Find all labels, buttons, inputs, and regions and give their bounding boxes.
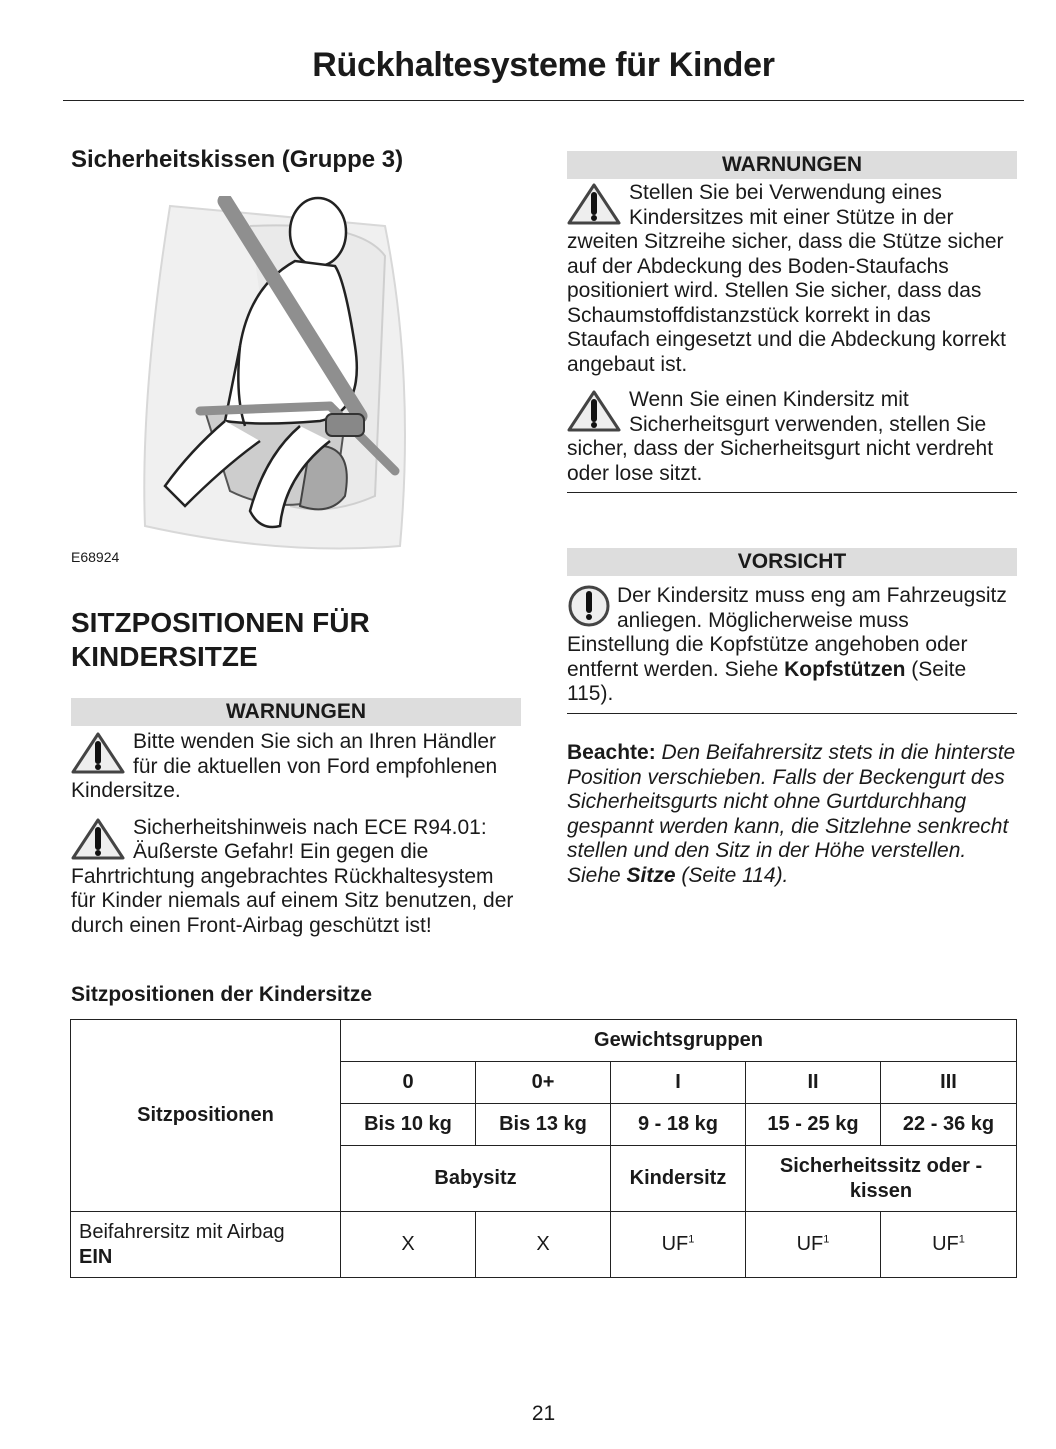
booster-seat-illustration: [130, 196, 410, 556]
position-cell: [71, 1212, 341, 1278]
warning-triangle-icon: [71, 732, 125, 774]
row-header-cell: Sitzpositionen: [71, 1020, 341, 1212]
left-warning-2-text: Sicherheitshinweis nach ECE R94.01: Äußerste Gefahr! Ein gegen die Fahrtrichtung angebrachtes Rückhaltesystem für Kinder niemals auf einem Sitz benutzen, der durch einen Front-Airbag geschützt ist!: [71, 815, 514, 937]
page-number: 21: [531, 1402, 556, 1425]
note-body: Den Beifahrersitz stets in die hinterste Position verschieben. Falls der Beckengurt des Sicherheitsgurts nicht ohne Gurtdurchhang gespannt werden kann, die Sitzlehne senkrecht stellen und den Sitz in der Höhe verstellen. Siehe: [567, 741, 1016, 887]
section-heading-line1: SITZPOSITIONEN FÜR: [71, 607, 370, 638]
group-cell: 0+: [476, 1062, 611, 1104]
left-warning-1: [71, 730, 521, 804]
title-divider: [63, 100, 1024, 101]
left-warning-2: [71, 816, 521, 939]
warning-triangle-icon: [567, 390, 621, 432]
value-cell: $UF^1$: [611, 1212, 746, 1278]
right-warning-2: [567, 388, 1017, 486]
value-cell: $UF^1$: [746, 1212, 881, 1278]
section-heading-line2: KINDERSITZE: [71, 641, 258, 672]
value-cell: $UF^1$: [881, 1212, 1017, 1278]
right-warning-1-text: Stellen Sie bei Verwendung eines Kindersitzes mit einer Stütze in der zweiten Sitzreihe sicher, dass die Stütze sicher auf der Abdeckung des Boden-Staufachs positioniert wird. Stellen Sie sicher, dass das Schaumstoffdistanzstück korrekt in das Staufach eingesetzt und die Abdeckung korrekt angebaut ist.: [567, 181, 1006, 376]
note-page-ref: (Seite 114).: [675, 863, 789, 887]
table-caption: Sitzpositionen der Kindersitze: [71, 983, 373, 1006]
page-title: Rückhaltesysteme für Kinder: [312, 46, 775, 84]
weight-cell: 15 - 25 kg: [746, 1104, 881, 1146]
type-cell-babysitz: Babysitz: [341, 1146, 611, 1212]
right-warning-1: [567, 181, 1017, 377]
group-cell: III: [881, 1062, 1017, 1104]
note-paragraph: [567, 741, 1017, 888]
left-warnings-header: WARNUNGEN: [71, 698, 521, 726]
warnings-divider: [567, 492, 1017, 493]
section-heading: [71, 606, 521, 674]
caution-header: VORSICHT: [567, 548, 1017, 576]
group-cell: I: [611, 1062, 746, 1104]
caution-body: Der Kindersitz muss eng am Fahrzeugsitz anliegen. Möglicherweise muss Einstellung die Kopfstütze angehoben oder entfernt werden. Siehe: [567, 584, 1007, 681]
note-label: Beachte:: [567, 741, 656, 764]
weight-cell: 22 - 36 kg: [881, 1104, 1017, 1146]
caution-text: [567, 584, 1017, 707]
caution-page-ref: (Seite 115).: [567, 657, 967, 705]
figure-code: E68924: [71, 549, 120, 565]
group-cell: II: [746, 1062, 881, 1104]
weight-cell: Bis 13 kg: [476, 1104, 611, 1146]
type-cell-kindersitz: Kindersitz: [611, 1146, 746, 1212]
type-cell-sicherheitssitz: Sicherheitssitz oder -kissen: [746, 1146, 1017, 1212]
value-cell: X: [341, 1212, 476, 1278]
right-warning-2-text: Wenn Sie einen Kindersitz mit Sicherheitsgurt verwenden, stellen Sie sicher, dass der Sicherheitsgurt nicht verdreht oder lose sitzt.: [567, 388, 994, 485]
weight-cell: 9 - 18 kg: [611, 1104, 746, 1146]
warning-triangle-icon: [71, 818, 125, 860]
group-header-cell: Gewichtsgruppen: [341, 1020, 1017, 1062]
seat-positions-table: [70, 1019, 1017, 1278]
table-row: [71, 1212, 1017, 1278]
right-warnings-header: WARNUNGEN: [567, 151, 1017, 179]
subheading-booster-cushion: Sicherheitskissen (Gruppe 3): [71, 146, 404, 173]
weight-cell: Bis 10 kg: [341, 1104, 476, 1146]
airbag-state: EIN: [79, 1245, 113, 1268]
value-cell: X: [476, 1212, 611, 1278]
link-kopfstuetzen[interactable]: Kopfstützen: [784, 657, 906, 681]
group-cell: 0: [341, 1062, 476, 1104]
link-sitze[interactable]: Sitze: [626, 863, 676, 887]
caution-divider: [567, 713, 1017, 714]
warning-triangle-icon: [567, 183, 621, 225]
position-label: Beifahrersitz mit Airbag: [79, 1220, 285, 1243]
left-warning-1-text: Bitte wenden Sie sich an Ihren Händler für die aktuellen von Ford empfohlenen Kindersitze.: [71, 730, 498, 802]
caution-circle-icon: [567, 584, 611, 628]
